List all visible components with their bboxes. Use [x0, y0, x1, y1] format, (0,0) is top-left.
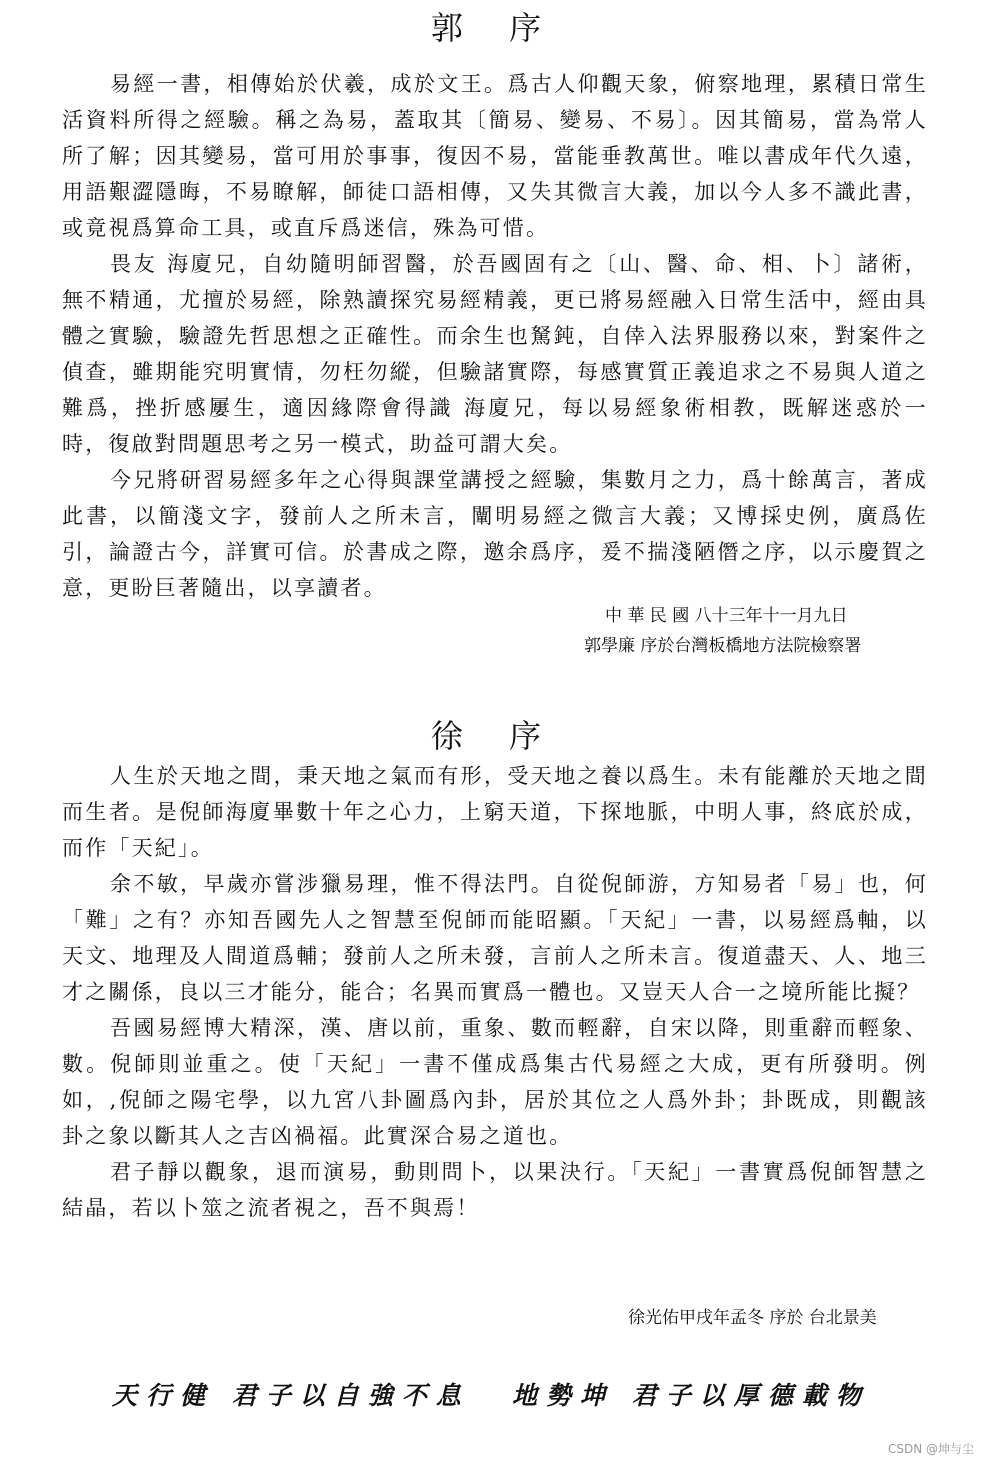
xu-paragraph-3: 吾國易經博大精深，漢、唐以前，重象、數而輕辭，自宋以降，則重辭而輕象、數。倪師則並重之。使「天紀」一書不僅成爲集古代易經之大成，更有所發明。例如，,倪師之陽宅學，以九宮八卦圖爲內卦，居於其位之人爲外卦；卦既成，則觀該卦之象以斷其人之吉凶禍福。此實深合易之道也。: [62, 1016, 928, 1148]
xu-preface-signature: 徐光佑甲戌年孟冬 序於 台北景美: [628, 1308, 877, 1328]
guo-paragraph-2: 畏友 海廈兄，自幼隨明師習醫，於吾國固有之〔山、醫、命、相、卜〕諸術，無不精通，尤擅於易經，除熟讀探究易經精義，更已將易經融入日常生活中，經由具體之實驗，驗證先哲思想之正確性。而余生也駑鈍，自倖入法界服務以來，對案件之偵查，雖期能究明實情，勿枉勿縱，但驗諸實際，每感實質正義追求之不易與人道之難爲，挫折感屢生，適因緣際會得識 海廈兄，每以易經象術相教，既解迷惑於一時，復啟對問題思考之另一模式，助益可謂大矣。: [62, 252, 928, 456]
xu-paragraph-1: 人生於天地之間，秉天地之氣而有形，受天地之養以爲生。未有能離於天地之間而生者。是倪師海廈畢數十年之心力，上窮天道，下探地脈，中明人事，終底於成，而作「天紀」。: [62, 764, 928, 860]
motto-heaven: 天行健 君子以自強不息: [112, 1381, 470, 1410]
xu-paragraph-4: 君子靜以觀象，退而演易，動則問卜，以果決行。「天紀」一書實爲倪師智慧之結晶，若以卜筮之流者視之，吾不與焉！: [62, 1160, 928, 1220]
guo-preface-title: 郭 序: [430, 9, 560, 47]
guo-paragraph-1: 易經一書，相傳始於伏羲，成於文王。爲古人仰觀天象，俯察地理，累積日常生活資料所得之經驗。稱之為易，蓋取其〔簡易、變易、不易〕。因其簡易，當為常人所了解；因其變易，當可用於事事，復因不易，當能垂教萬世。唯以書成年代久遠，用語艱澀隱晦，不易瞭解，師徒口語相傳，又失其微言大義，加以今人多不識此書，或竟視爲算命工具，或直斥爲迷信，殊為可惜。: [62, 72, 928, 240]
xu-paragraph-2: 余不敏，早歲亦嘗涉獵易理，惟不得法門。自從倪師游，方知易者「易」也，何「難」之有？亦知吾國先人之智慧至倪師而能昭顯。「天紀」一書，以易經爲軸，以天文、地理及人間道爲輔；發前人之所未發，言前人之所未言。復道盡天、人、地三才之關係，良以三才能分，能合；名異而實爲一體也。又豈天人合一之境所能比擬？: [62, 872, 928, 1004]
xu-preface: [62, 716, 928, 1226]
csdn-watermark: CSDN @坤与尘: [887, 1442, 974, 1456]
motto-earth: 地勢坤 君子以厚德載物: [512, 1381, 870, 1410]
xu-preface-title: 徐 序: [430, 717, 560, 755]
guo-preface-signature: 郭學廉 序於台灣板橋地方法院檢察署: [584, 636, 862, 656]
guo-paragraph-3: 今兄將研習易經多年之心得與課堂講授之經驗，集數月之力，爲十餘萬言，著成此書，以簡淺文字，發前人之所未言，闡明易經之微言大義；又博採史例，廣爲佐引，論證古今，詳實可信。於書成之際，邀余爲序，爰不揣淺陋僭之序，以示慶賀之意，更盼巨著隨出，以享讀者。: [62, 468, 928, 600]
guo-preface-date: 中 華 民 國 八十三年十一月九日: [605, 606, 848, 626]
guo-preface: [62, 8, 928, 606]
